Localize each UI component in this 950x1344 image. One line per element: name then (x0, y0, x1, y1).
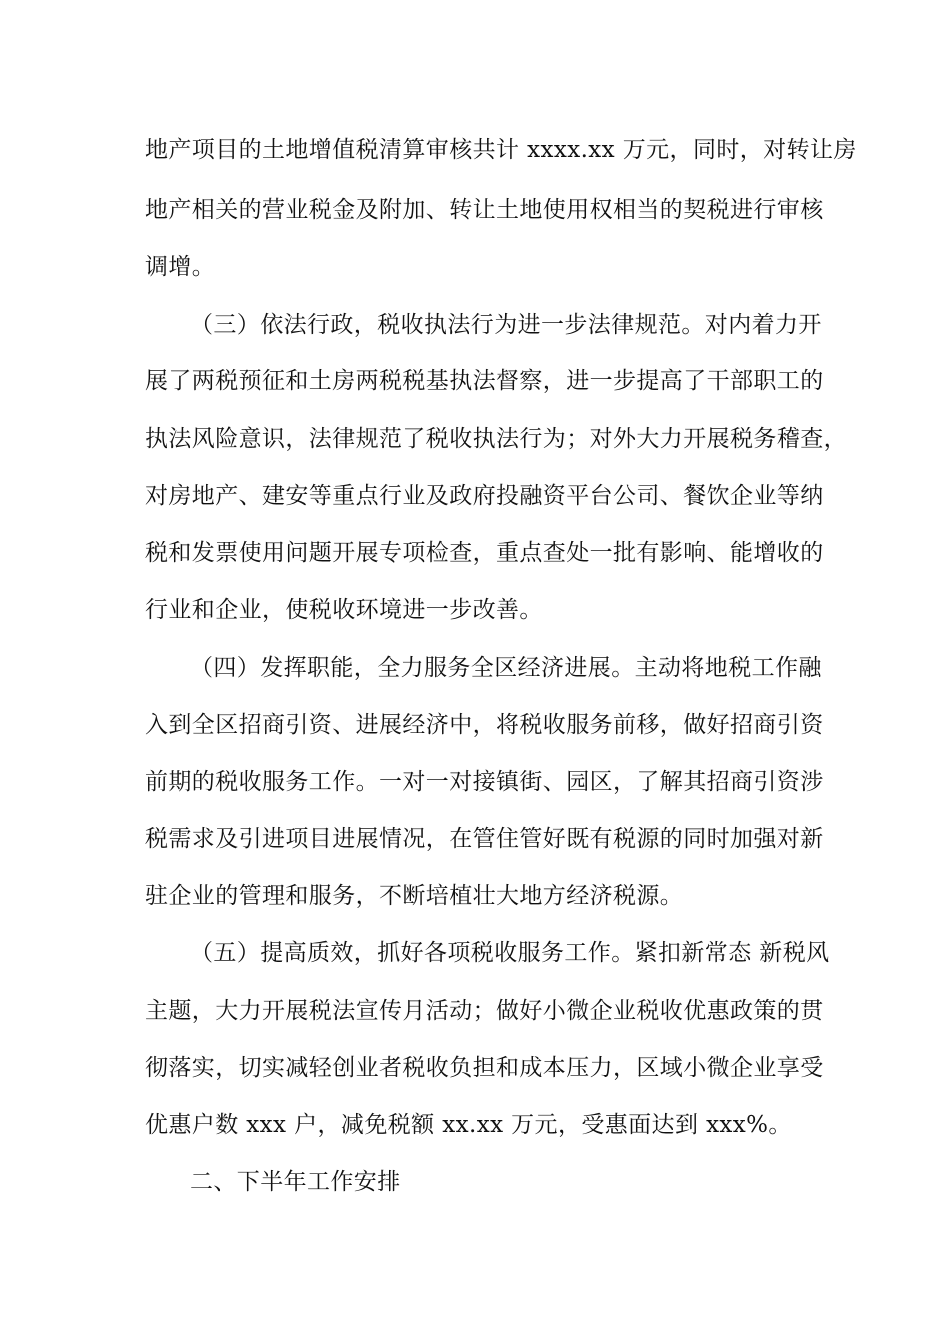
text-line: 驻企业的管理和服务，不断培植壮大地方经济税源。 (145, 883, 684, 909)
text-line: 执法风险意识，法律规范了税收执法行为；对外大力开展税务稽查， (145, 426, 847, 452)
text-line: （五）提高质效，抓好各项税收服务工作。紧扣新常态 新税风 (190, 940, 830, 966)
text-line: 调增。 (145, 254, 216, 280)
text-line: 彻落实，切实减轻创业者税收负担和成本压力，区域小微企业享受 (145, 1055, 824, 1081)
text-line: 展了两税预征和土房两税税基执法督察，进一步提高了干部职工的 (145, 368, 824, 394)
text-line: 行业和企业，使税收环境进一步改善。 (145, 597, 543, 623)
text-line: 税需求及引进项目进展情况，在管住管好既有税源的同时加强对新 (145, 826, 824, 852)
text-line: 前期的税收服务工作。一对一对接镇街、园区，了解其招商引资涉 (145, 769, 824, 795)
text-line: （四）发挥职能，全力服务全区经济进展。主动将地税工作融 (190, 655, 822, 681)
text-line: 主题，大力开展税法宣传月活动；做好小微企业税收优惠政策的贯 (145, 998, 824, 1024)
section-heading: 二、下半年工作安排 (190, 1169, 401, 1195)
text-line: （三）依法行政，税收执法行为进一步法律规范。对内着力开 (190, 312, 822, 338)
text-line: 地产相关的营业税金及附加、转让土地使用权相当的契税进行审核 (145, 197, 824, 223)
text-line: 地产项目的土地增值税清算审核共计 xxxx.xx 万元，同时，对转让房 (145, 137, 857, 163)
text-line: 优惠户数 xxx 户，减免税额 xx.xx 万元，受惠面达到 xxx%。 (145, 1112, 792, 1138)
text-line: 对房地产、建安等重点行业及政府投融资平台公司、餐饮企业等纳 (145, 483, 824, 509)
text-line: 税和发票使用问题开展专项检查，重点查处一批有影响、能增收的 (145, 540, 824, 566)
text-line: 入到全区招商引资、进展经济中，将税收服务前移，做好招商引资 (145, 712, 824, 738)
